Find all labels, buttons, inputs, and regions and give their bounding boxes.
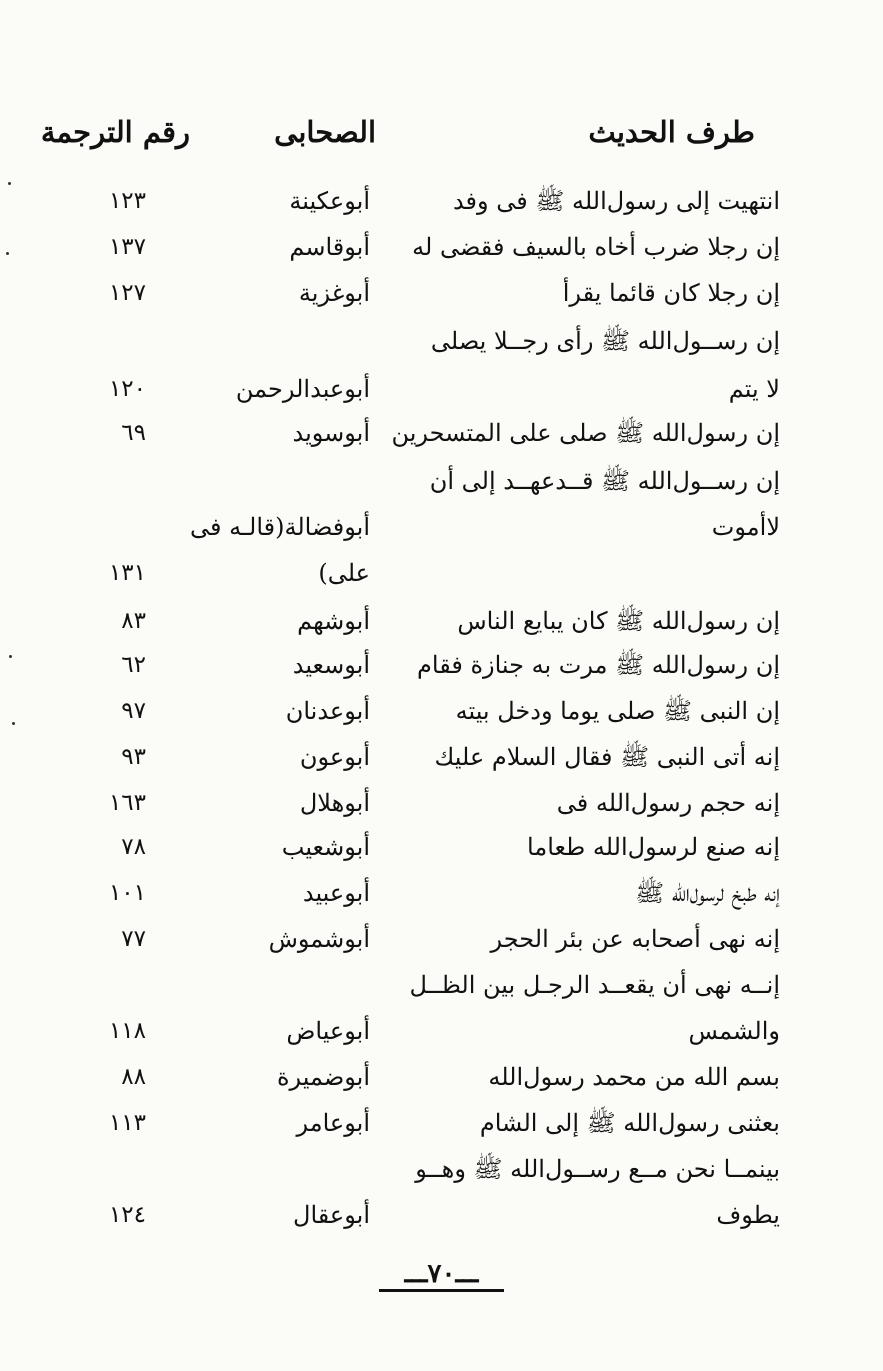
hadith-text: والشمس bbox=[688, 1017, 780, 1045]
tarjama-number: ٧٨ bbox=[121, 834, 146, 860]
sahabi-name: أبوفضالة(قالـه فى bbox=[190, 513, 370, 541]
hadith-text: إن رســول‌الله ﷺ رأى رجــلا يصلى bbox=[430, 327, 780, 355]
header-tarjama: رقم الترجمة bbox=[40, 115, 190, 149]
page-footer bbox=[0, 1254, 883, 1294]
hadith-text: إن النبى ﷺ صلى يوما ودخل بيته bbox=[455, 697, 780, 725]
table-row bbox=[0, 366, 883, 412]
sahabi-name: أبوعدنان bbox=[285, 697, 370, 725]
hadith-text: إنه حجم رسول‌الله فى bbox=[556, 789, 780, 817]
table-row bbox=[0, 598, 883, 644]
page-number: ـــ٧٠ـــ bbox=[379, 1259, 505, 1292]
tarjama-number: ٦٩ bbox=[121, 420, 146, 446]
table-row bbox=[0, 178, 883, 224]
sahabi-name: أبوقاسم bbox=[289, 233, 370, 261]
table-row bbox=[0, 780, 883, 826]
table-row bbox=[0, 458, 883, 504]
sahabi-name: أبوعون bbox=[299, 743, 370, 771]
table-row bbox=[0, 318, 883, 364]
tarjama-number: ٧٧ bbox=[121, 926, 146, 952]
tarjama-number: ١٢٣ bbox=[108, 188, 146, 214]
table-row bbox=[0, 824, 883, 870]
tarjama-number: ١٢٠ bbox=[108, 376, 146, 402]
scan-speck bbox=[8, 182, 11, 185]
tarjama-number: ١١٣ bbox=[108, 1110, 146, 1136]
hadith-text: بينمــا نحن مــع رســول‌الله ﷺ وهــو bbox=[415, 1155, 780, 1183]
table-row bbox=[0, 504, 883, 550]
table-row bbox=[0, 916, 883, 962]
hadith-text: إنه نهى أصحابه عن بئر الحجر bbox=[490, 925, 780, 953]
table-row bbox=[0, 550, 883, 596]
table-row bbox=[0, 270, 883, 316]
sahabi-name: أبوضميرة bbox=[276, 1063, 370, 1091]
table-row bbox=[0, 962, 883, 1008]
table-row bbox=[0, 224, 883, 270]
sahabi-name: أبوعامر bbox=[296, 1109, 370, 1137]
hadith-text: إن رسول‌الله ﷺ مرت به جنازة فقام bbox=[417, 651, 780, 679]
sahabi-name: على) bbox=[318, 559, 370, 587]
sahabi-name: أبوغزية bbox=[298, 279, 370, 307]
sahabi-name: أبوسويد bbox=[292, 419, 370, 447]
sahabi-name: أبوعبدالرحمن bbox=[235, 375, 370, 403]
table-row bbox=[0, 1100, 883, 1146]
scan-speck bbox=[9, 655, 12, 658]
header-sahabi: الصحابى bbox=[274, 115, 376, 149]
hadith-text: إن رســول‌الله ﷺ قــدعهــد إلى أن bbox=[429, 467, 780, 495]
tarjama-number: ٩٣ bbox=[121, 744, 146, 770]
hadith-text: بعثنى رسول‌الله ﷺ إلى الشام bbox=[479, 1109, 780, 1137]
tarjama-number: ١١٨ bbox=[108, 1018, 146, 1044]
table-row bbox=[0, 410, 883, 456]
hadith-text: إن رسول‌الله ﷺ كان يبايع الناس bbox=[457, 607, 780, 635]
table-row bbox=[0, 642, 883, 688]
sahabi-name: أبوشهم bbox=[297, 607, 370, 635]
table-row bbox=[0, 870, 883, 916]
hadith-text: إنــه نهى أن يقعــد الرجـل بين الظــل bbox=[409, 971, 780, 999]
table-row bbox=[0, 734, 883, 780]
hadith-text: إنه أتى النبى ﷺ فقال السلام عليك bbox=[434, 743, 780, 771]
hadith-text: إنه صنع لرسول‌الله طعاما bbox=[527, 833, 780, 861]
table-row bbox=[0, 1146, 883, 1192]
sahabi-name: أبوعبيد bbox=[302, 879, 370, 907]
hadith-text: إن رجلا كان قائما يقرأ bbox=[562, 279, 780, 307]
hadith-text: إن رجلا ضرب أخاه بالسيف فقضى له bbox=[412, 233, 780, 261]
hadith-text: انتهيت إلى رسول‌الله ﷺ فى وفد bbox=[452, 187, 780, 215]
tarjama-number: ١٣٧ bbox=[108, 234, 146, 260]
table-row bbox=[0, 688, 883, 734]
header-hadith: طرف الحديث bbox=[588, 115, 755, 149]
tarjama-number: ٦٢ bbox=[121, 652, 146, 678]
tarjama-number: ١٣١ bbox=[108, 560, 146, 586]
hadith-text: إنه طبخ لرسول‌الله ﷺ bbox=[635, 879, 780, 907]
sahabi-name: أبوعياض bbox=[286, 1017, 370, 1045]
scan-speck bbox=[12, 722, 15, 725]
sahabi-name: أبوعكينة bbox=[289, 187, 370, 215]
hadith-text: بسم الله من محمد رسول‌الله bbox=[488, 1063, 780, 1091]
tarjama-number: ١٢٤ bbox=[108, 1202, 146, 1228]
tarjama-number: ١٦٣ bbox=[108, 790, 146, 816]
sahabi-name: أبوعقال bbox=[293, 1201, 370, 1229]
tarjama-number: ٩٧ bbox=[121, 698, 146, 724]
hadith-text: إن رسول‌الله ﷺ صلى على المتسحرين bbox=[391, 419, 780, 447]
tarjama-number: ٨٨ bbox=[121, 1064, 146, 1090]
sahabi-name: أبوهلال bbox=[299, 789, 370, 817]
table-row bbox=[0, 1054, 883, 1100]
hadith-text: يطوف bbox=[716, 1201, 780, 1229]
hadith-text: لا يتم bbox=[728, 375, 780, 403]
scan-speck bbox=[6, 252, 9, 255]
table-row bbox=[0, 1008, 883, 1054]
sahabi-name: أبوسعيد bbox=[292, 651, 370, 679]
sahabi-name: أبوشموش bbox=[268, 925, 370, 953]
sahabi-name: أبوشعيب bbox=[281, 833, 370, 861]
hadith-text: لاأموت bbox=[711, 513, 780, 541]
tarjama-number: ٨٣ bbox=[121, 608, 146, 634]
tarjama-number: ١٢٧ bbox=[108, 280, 146, 306]
tarjama-number: ١٠١ bbox=[108, 880, 146, 906]
table-row bbox=[0, 1192, 883, 1238]
